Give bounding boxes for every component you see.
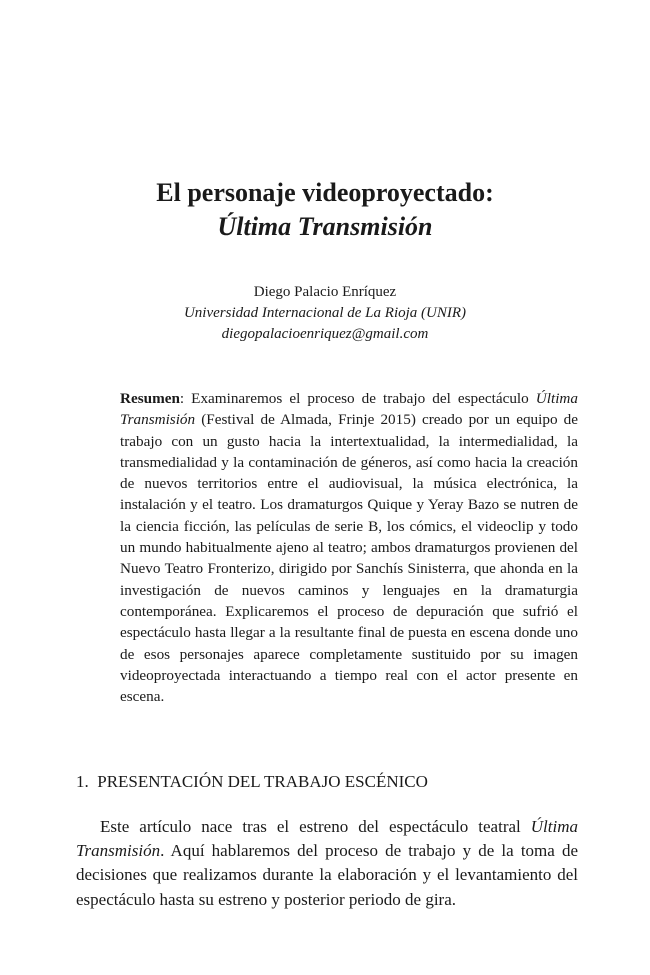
title-line-2: Última Transmisión: [217, 212, 433, 241]
author-name: Diego Palacio Enríquez: [253, 284, 397, 300]
section-heading: [76, 770, 586, 794]
section-number: 1.: [76, 772, 89, 791]
paragraph-work-title: Última Transmisión: [76, 817, 578, 861]
body-paragraph: [76, 815, 578, 912]
abstract-work-title: Última Transmisión: [120, 390, 578, 429]
abstract-label: Resumen: [120, 390, 180, 407]
title-line-1: El personaje videoproyectado:: [156, 178, 494, 207]
author-email: diegopalacioenriquez@gmail.com: [221, 326, 429, 342]
abstract-text-start: : Examinaremos el proceso de trabajo del espectáculo: [179, 390, 536, 407]
article-title: [0, 176, 650, 244]
abstract: [120, 388, 578, 707]
paragraph-text-rest: . Aquí hablaremos del proceso de trabajo y de la toma de decisiones que realizamos durante la elaboración y el levantamiento del espectáculo hasta su estreno y posterior periodo de gira.: [76, 841, 578, 909]
paragraph-text-start: Este artículo nace tras el estreno del espectáculo teatral: [100, 817, 531, 836]
author-institution: Universidad Internacional de La Rioja (UNIR): [183, 305, 467, 321]
author-block: [0, 282, 650, 345]
section-title: PRESENTACIÓN DEL TRABAJO ESCÉNICO: [97, 772, 428, 791]
abstract-text-rest: (Festival de Almada, Frinje 2015) creado por un equipo de trabajo con un gusto hacia la intertextualidad, la intermedialidad, la transmedialidad y la contaminación de géneros, así como hacia la creación de nuevos territorios entre el audiovisual, la música electrónica, la instalación y el teatro. Los dramaturgos Quique y Yeray Bazo se nutren de la ciencia ficción, las películas de serie B, los cómics, el videoclip y todo un mundo habitualmente ajeno al teatro; ambos dramaturgos provienen del Nuevo Teatro Fronterizo, dirigido por Sanchís Sinisterra, que ahonda en la investigación de nuevos caminos y lenguajes en la dramaturgia contemporánea. Explicaremos el proceso de depuración que sufrió el espectáculo hasta llegar a la resultante final de puesta en escena donde uno de esos personajes aparece completamente sustituido por su imagen videoproyectada interactuando a tiempo real con el actor presente en escena.: [120, 411, 578, 706]
